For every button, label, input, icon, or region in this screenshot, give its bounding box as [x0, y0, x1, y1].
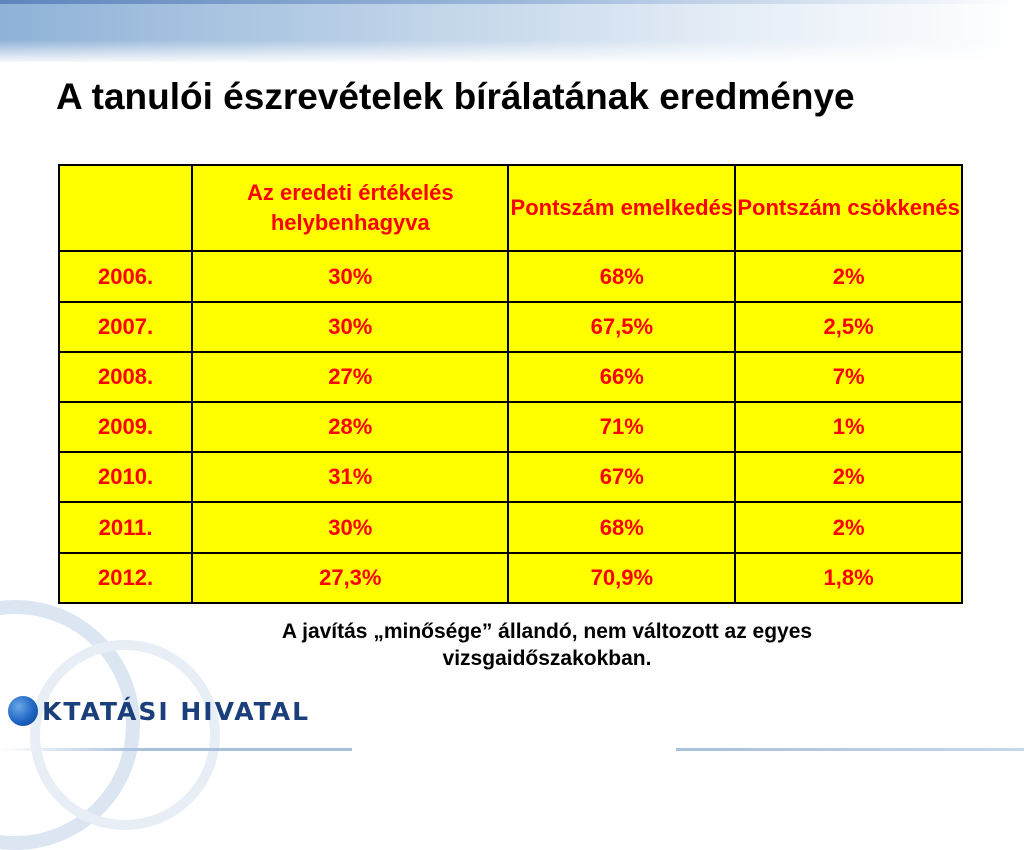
decrease-cell: 2%	[735, 452, 962, 502]
year-cell: 2012.	[59, 553, 192, 603]
table-row	[59, 251, 962, 301]
table-row	[59, 502, 962, 552]
unchanged-cell: 28%	[192, 402, 508, 452]
header-cell-empty	[59, 165, 192, 251]
decrease-cell: 2,5%	[735, 302, 962, 352]
increase-cell: 66%	[508, 352, 735, 402]
table-row	[59, 352, 962, 402]
table-row	[59, 553, 962, 603]
year-cell: 2011.	[59, 502, 192, 552]
increase-cell: 67,5%	[508, 302, 735, 352]
table-header-row	[59, 165, 962, 251]
increase-cell: 68%	[508, 251, 735, 301]
header-band-fade	[0, 40, 1024, 64]
slide-title: A tanulói észrevételek bírálatának eredménye	[56, 76, 855, 117]
table-row	[59, 302, 962, 352]
oktatasi-hivatal-logo	[8, 694, 310, 728]
decrease-cell: 7%	[735, 352, 962, 402]
unchanged-cell: 27,3%	[192, 553, 508, 603]
decrease-cell: 1,8%	[735, 553, 962, 603]
year-cell: 2008.	[59, 352, 192, 402]
increase-cell: 70,9%	[508, 553, 735, 603]
year-cell: 2010.	[59, 452, 192, 502]
decrease-cell: 2%	[735, 251, 962, 301]
year-cell: 2007.	[59, 302, 192, 352]
increase-cell: 67%	[508, 452, 735, 502]
unchanged-cell: 30%	[192, 251, 508, 301]
table-row	[59, 402, 962, 452]
unchanged-cell: 30%	[192, 502, 508, 552]
unchanged-cell: 30%	[192, 302, 508, 352]
header-cell-unchanged: Az eredeti értékelés helybenhagyva	[192, 165, 508, 251]
year-cell: 2009.	[59, 402, 192, 452]
decrease-cell: 2%	[735, 502, 962, 552]
unchanged-cell: 27%	[192, 352, 508, 402]
logo-text: KTATÁSI HIVATAL	[42, 696, 311, 726]
increase-cell: 68%	[508, 502, 735, 552]
unchanged-cell: 31%	[192, 452, 508, 502]
table-row	[59, 452, 962, 502]
results-table	[58, 164, 963, 604]
year-cell: 2006.	[59, 251, 192, 301]
decrease-cell: 1%	[735, 402, 962, 452]
header-band-line	[0, 0, 1024, 4]
increase-cell: 71%	[508, 402, 735, 452]
footer-rule-left	[0, 748, 352, 751]
header-cell-increase: Pontszám emelkedés	[508, 165, 735, 251]
decorative-arc-inner	[30, 640, 220, 830]
header-cell-decrease: Pontszám csökkenés	[735, 165, 962, 251]
footer-rule-right	[676, 748, 1024, 751]
globe-icon	[8, 696, 38, 726]
footnote-text: A javítás „minősége” állandó, nem változott az egyes vizsgaidőszakokban.	[281, 620, 813, 670]
